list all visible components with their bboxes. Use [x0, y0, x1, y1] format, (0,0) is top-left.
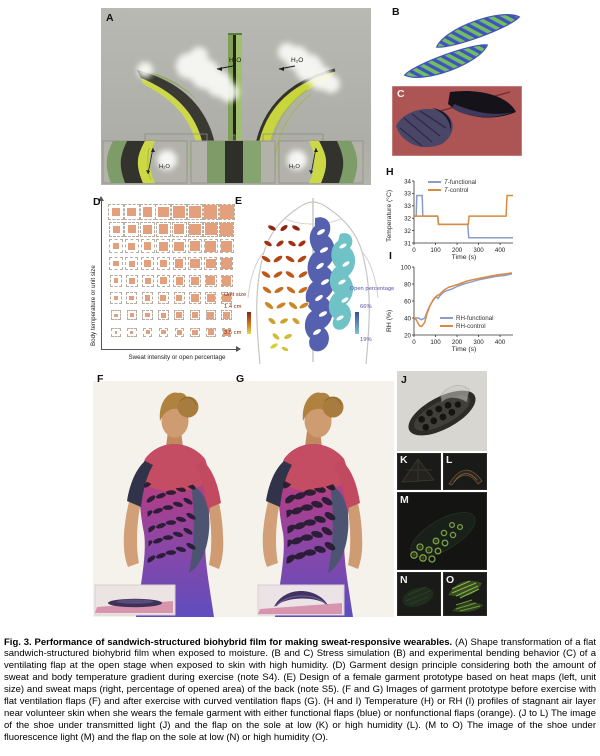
grid-cell — [174, 310, 184, 320]
panel-b-render — [398, 8, 526, 82]
h2o-label: H₂O — [291, 57, 304, 64]
i-legend — [440, 314, 494, 330]
unit-size-top-value: 1.4 cm — [224, 304, 242, 310]
grid-cell — [173, 257, 186, 270]
panel-label-a: A — [106, 12, 114, 24]
svg-text:300: 300 — [473, 339, 484, 346]
shoe-transmitted-light — [397, 371, 487, 451]
grid-cell — [206, 328, 216, 338]
grid-cell — [108, 204, 124, 220]
svg-text:33: 33 — [404, 203, 411, 211]
panel-m-shoe-fluorescence — [397, 492, 487, 570]
i-y-axis-label: RH (%) — [386, 309, 393, 332]
grid-cell — [126, 292, 137, 303]
h-legend — [428, 178, 476, 194]
svg-text:40: 40 — [404, 315, 411, 323]
shoe-fluorescence-photo — [398, 493, 486, 569]
panel-label-o: O — [446, 574, 455, 586]
panel-label-l: L — [446, 454, 453, 466]
legend-swatch — [428, 181, 441, 183]
svg-text:31: 31 — [404, 240, 411, 248]
grid-cell — [142, 292, 153, 303]
panel-label-k: K — [400, 454, 408, 466]
panel-label-b: B — [392, 6, 400, 18]
legend-swatch — [440, 317, 453, 319]
grid-cell — [124, 222, 139, 237]
svg-text:33: 33 — [404, 190, 411, 198]
grid-cell — [158, 292, 169, 303]
figure-caption — [4, 637, 596, 744]
grid-cell — [190, 310, 200, 320]
grid-cell — [159, 328, 169, 338]
sweat-map-ribbons — [305, 217, 355, 351]
svg-text:100: 100 — [430, 339, 441, 346]
panel-h-chart — [384, 166, 524, 262]
h-x-axis-label: Time (s) — [451, 254, 477, 261]
unit-size-bottom-value: 3.5 cm — [224, 330, 242, 336]
grid-cell — [188, 257, 201, 270]
grid-cell — [204, 239, 218, 253]
grid-cell — [188, 239, 202, 253]
grid-cell — [187, 204, 203, 220]
h2o-label: H₂O — [159, 164, 170, 170]
grid-cell — [157, 275, 169, 287]
grid-cell — [174, 292, 185, 303]
panel-label-g: G — [236, 373, 245, 385]
grid-cell — [155, 204, 171, 220]
open-pct-top-value: 66% — [360, 304, 372, 310]
svg-text:0: 0 — [412, 339, 416, 346]
grid-cell — [127, 328, 137, 338]
d-y-axis — [101, 200, 102, 350]
panel-label-f: F — [97, 373, 104, 385]
inset-right-closeup — [279, 141, 363, 183]
bending-behavior-photo — [392, 86, 522, 156]
grid-cell — [109, 257, 122, 270]
humidity-chart — [400, 262, 518, 348]
panel-g-photo — [232, 381, 394, 617]
grid-cell — [125, 239, 139, 253]
svg-text:100: 100 — [400, 264, 411, 272]
grid-cell — [142, 275, 154, 287]
svg-text:0: 0 — [412, 247, 416, 254]
unit-size-label: Unit size — [224, 292, 247, 298]
d-y-axis-label: Body temperature or unit size — [90, 265, 97, 346]
svg-text:200: 200 — [451, 339, 463, 346]
panel-label-j: J — [401, 374, 407, 386]
grid-cell — [127, 310, 137, 320]
open-pct-bottom-value: 19% — [360, 337, 372, 343]
svg-text:80: 80 — [404, 281, 411, 289]
grid-cell — [141, 257, 154, 270]
d-x-axis-label: Sweat intensity or open percentage — [128, 354, 226, 361]
panel-label-n: N — [400, 574, 408, 586]
grid-cell — [206, 310, 216, 320]
legend-swatch — [428, 189, 441, 191]
panel-j-shoe-photo — [397, 371, 487, 451]
grid-cell — [173, 275, 185, 287]
panel-c-render — [392, 86, 522, 156]
panel-a-render — [101, 8, 371, 185]
grid-cell — [172, 239, 186, 253]
grid-cell — [205, 275, 217, 287]
panel-label-i: I — [389, 250, 392, 262]
open-percentage-label: Open percentage — [349, 286, 395, 292]
unit-size-colorbar — [247, 312, 251, 334]
panel-label-e: E — [235, 195, 243, 207]
grid-cell — [140, 204, 156, 220]
grid-cell — [111, 328, 121, 338]
open-pct-colorbar — [355, 312, 359, 334]
svg-text:400: 400 — [494, 339, 506, 346]
grid-cell — [142, 310, 152, 320]
grid-cell — [205, 292, 216, 303]
legend-swatch — [440, 325, 453, 327]
grid-cell — [190, 328, 200, 338]
panel-i-chart — [384, 250, 524, 356]
caption-fig-number: Fig. 3. — [4, 636, 32, 648]
grid-cell — [171, 204, 187, 220]
svg-text:32: 32 — [404, 215, 411, 223]
grid-cell — [126, 275, 138, 287]
grid-cell — [141, 239, 155, 253]
panel-label-d: D — [93, 196, 101, 208]
legend-label: T-control — [444, 186, 469, 194]
grid-cell — [157, 257, 170, 270]
grid-cell — [189, 275, 201, 287]
grid-cell — [204, 257, 217, 270]
grid-cell — [175, 328, 185, 338]
grid-cell — [111, 310, 121, 320]
grid-cell — [172, 222, 187, 237]
grid-cell — [203, 204, 219, 220]
svg-text:20: 20 — [404, 332, 411, 340]
svg-text:300: 300 — [473, 247, 484, 254]
svg-text:60: 60 — [404, 298, 411, 306]
h-y-axis-label: Temperature (°C) — [386, 189, 393, 242]
svg-text:34: 34 — [404, 178, 411, 186]
grid-cell — [143, 328, 153, 338]
legend-label: T-functional — [444, 178, 477, 186]
d-x-axis — [101, 349, 237, 350]
grid-cell — [124, 204, 140, 220]
svg-text:32: 32 — [404, 227, 411, 235]
caption-title: Performance of sandwich-structured biohybrid film for making sweat-responsive wearables. — [34, 636, 453, 648]
grid-cell — [189, 292, 200, 303]
panel-label-m: M — [400, 494, 409, 506]
svg-text:400: 400 — [494, 247, 506, 254]
grid-cell — [109, 239, 123, 253]
i-x-axis-label: Time (s) — [451, 346, 477, 353]
inset-left-closeup — [103, 141, 187, 183]
svg-text:200: 200 — [451, 247, 463, 254]
legend-label: RH-functional — [456, 314, 494, 322]
film-transformation-illustration — [101, 8, 371, 185]
grid-cell — [110, 275, 122, 287]
grid-cell — [158, 310, 168, 320]
panel-f-photo — [93, 381, 255, 617]
grid-cell — [109, 222, 124, 237]
heat-map-leaves — [260, 223, 310, 352]
inset-flat-closeup — [191, 141, 275, 183]
grid-cell — [125, 257, 138, 270]
grid-cell — [156, 222, 171, 237]
h2o-label: H₂O — [229, 57, 242, 64]
panel-label-h: H — [386, 166, 394, 178]
svg-text:100: 100 — [430, 247, 441, 254]
legend-label: RH-control — [456, 322, 486, 330]
panel-e-garment-design — [222, 194, 398, 366]
stress-simulation-flaps — [398, 8, 526, 82]
grid-cell — [203, 222, 218, 237]
panel-label-c: C — [397, 88, 405, 100]
caption-body: (A) Shape transformation of a flat sandwich-structured biohybrid film when exposed to moisture. (B and C) Stress simulation (B) and experimental bending behavior (C) of a ventilating flap at the open stage when exposed to skin with high humidity. (D) Garment design principle considering both the amount of sweat and body temperature gradient during exercise (note S4). (E) Design of a female garment prototype based on heat maps (left, unit size) and sweat maps (right, percentage of opened area) of the back (note S5). (F and G) Images of garment prototype before exercise with flat ventilation flaps (F) and after exercise with curved ventilation flaps (G). (H and I) Temperature (H) or RH (I) profiles of stagnant air layer near volunteer skin when she wears the female garment with either functional flaps (blue) or nonfunctional flaps (orange). (J to L) The image of the shoe under transmitted light (J) and the flap on the sole at low (K) or high humidity (L). (M to O) The image of the shoe under fluorescence light (M) and the flap on the sole at low (N) or high humidity (O). — [4, 636, 597, 743]
grid-cell — [188, 222, 203, 237]
grid-cell — [140, 222, 155, 237]
panel-d-chart — [84, 192, 247, 368]
grid-cell — [110, 292, 121, 303]
grid-cell — [156, 239, 170, 253]
h2o-label: H₂O — [289, 164, 300, 170]
